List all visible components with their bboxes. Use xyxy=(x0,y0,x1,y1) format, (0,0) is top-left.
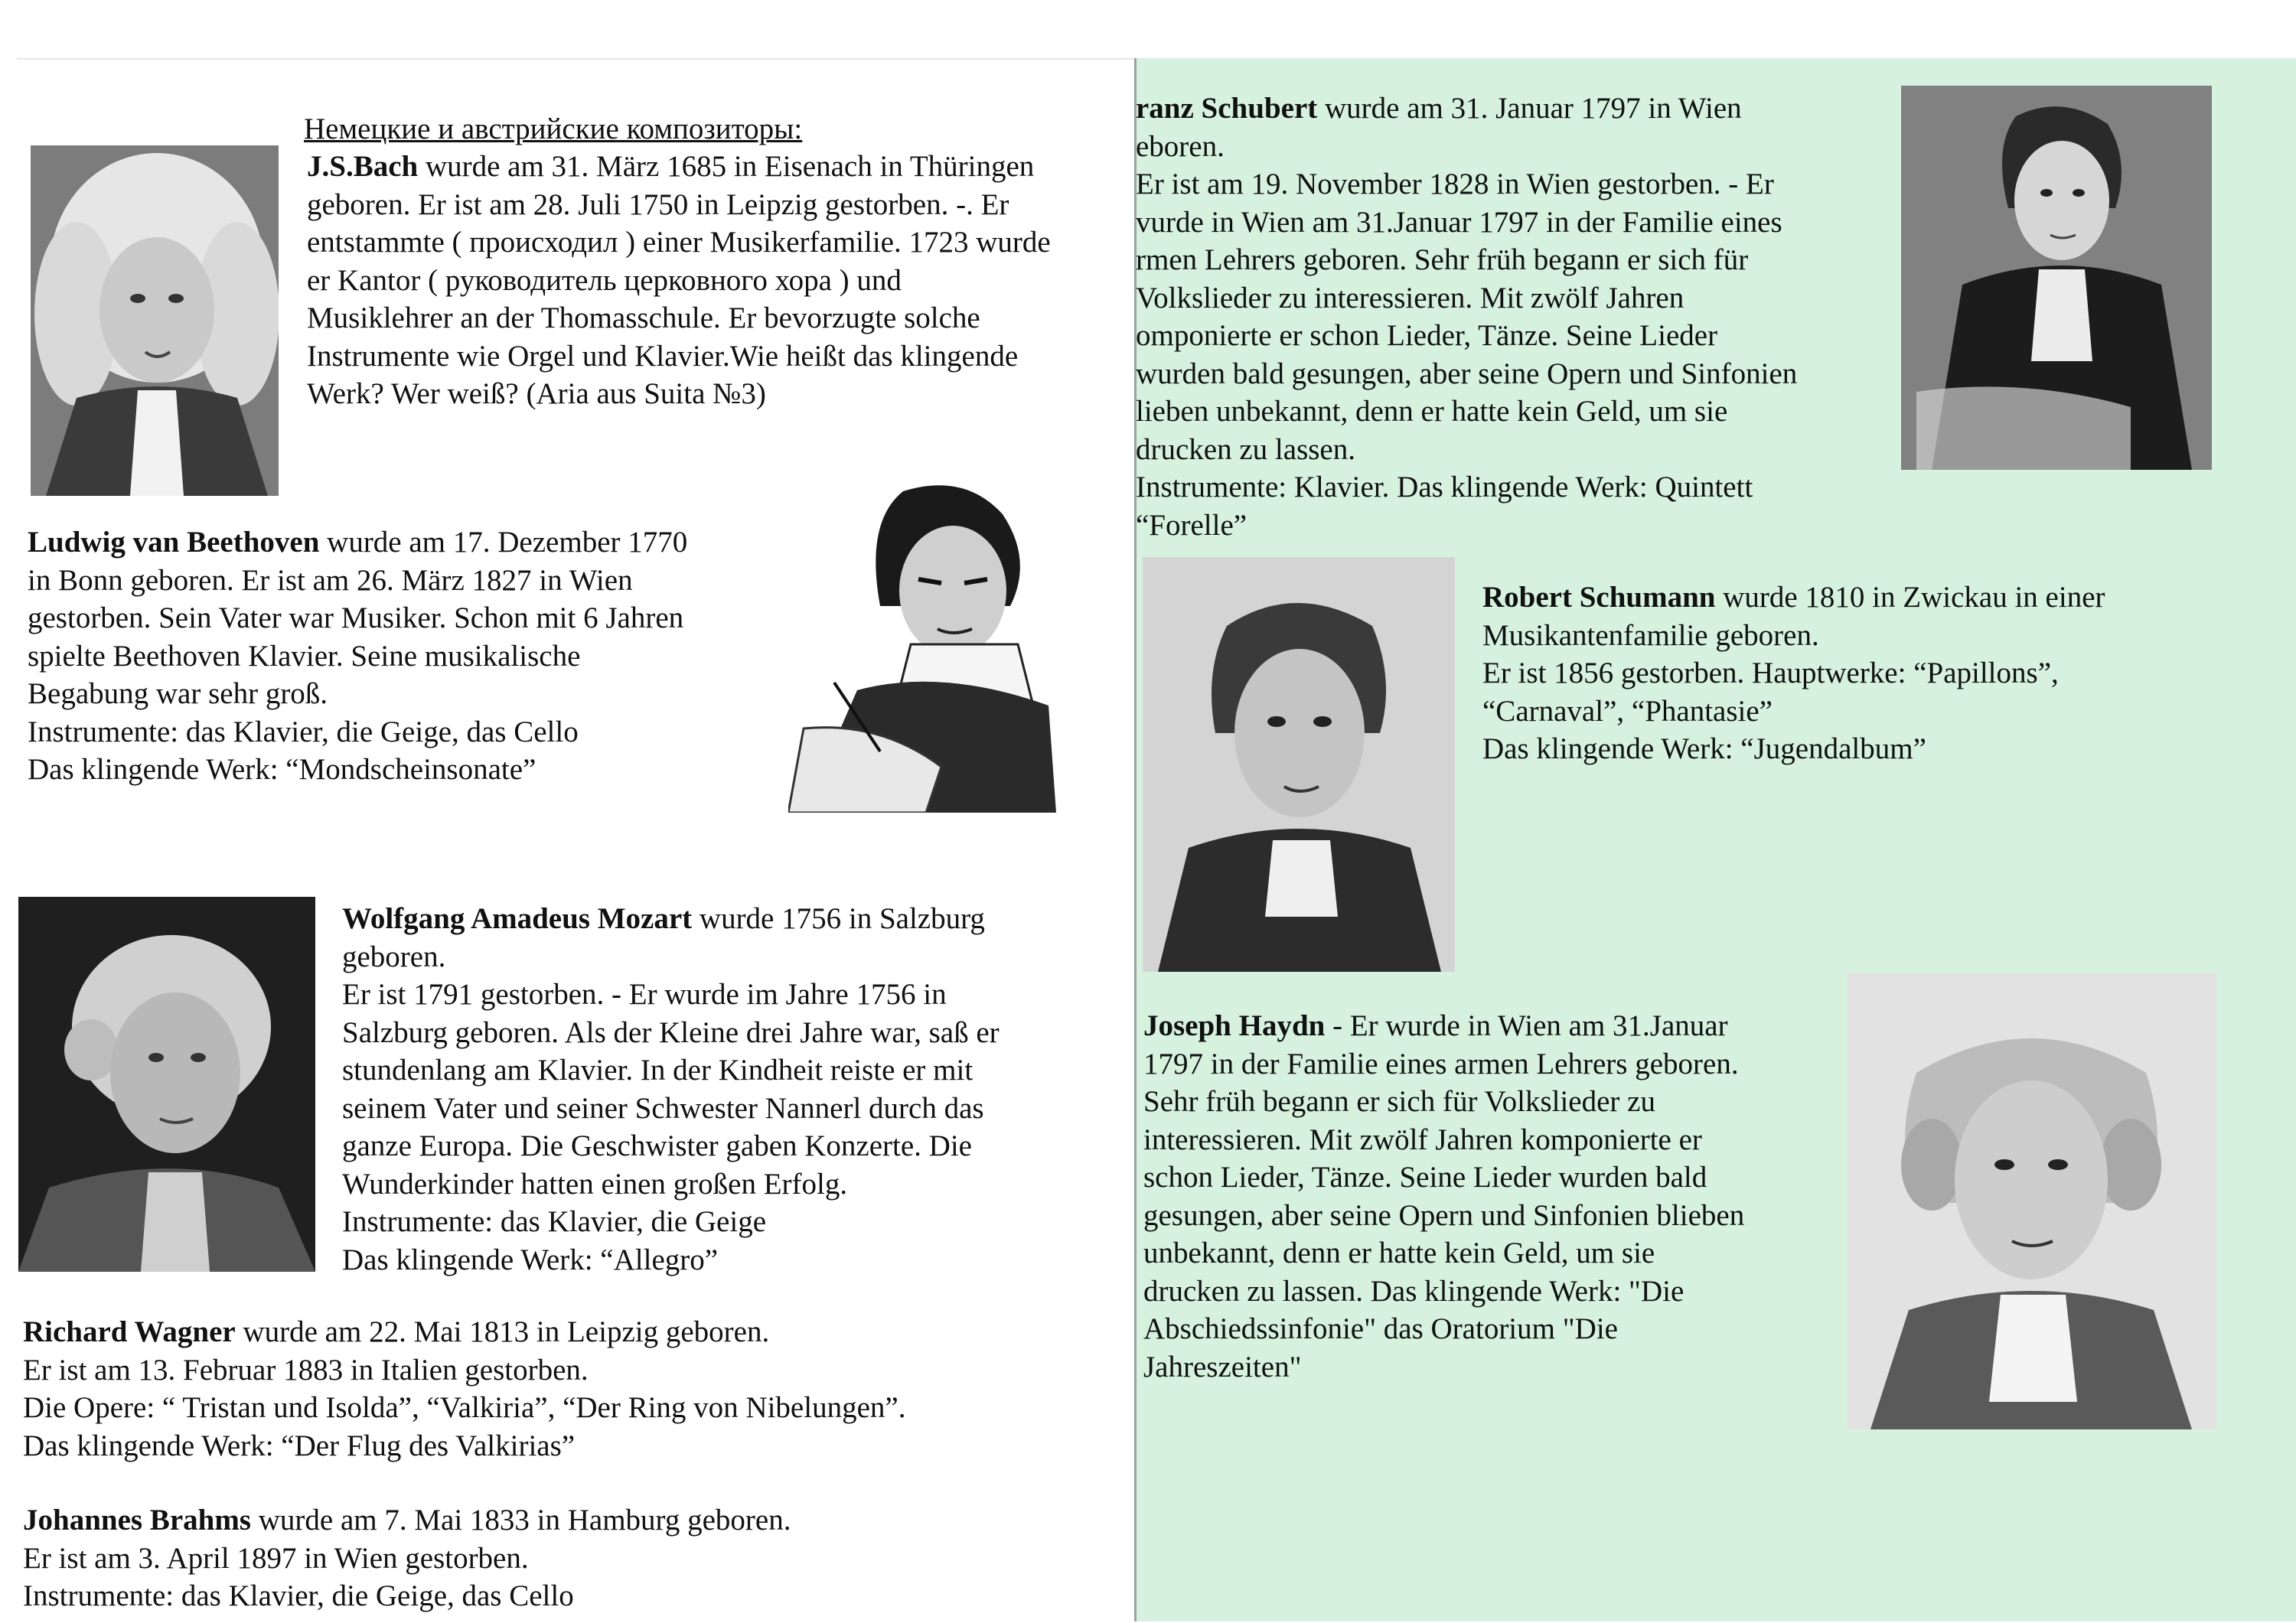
mozart-portrait xyxy=(18,897,315,1272)
beethoven-text: Ludwig van Beethoven wurde am 17. Dezember 1770 in Bonn geboren. Er ist am 26. März 1827 in Wien gestorben. Sein Vater war Musiker. Schon mit 6 Jahren spielte Beethoven Klavier. Seine musikalische Begabung war sehr groß. Instrumente: das Klavier, die Geige, das Cello Das klingende Werk: “Mondscheinsonate” xyxy=(28,526,688,786)
brahms-name: Johannes Brahms xyxy=(23,1504,251,1537)
schumann-portrait xyxy=(1143,557,1455,972)
wagner-text: Richard Wagner wurde am 22. Mai 1813 in Leipzig geboren. Er ist am 13. Februar 1883 in Italien gestorben. Die Opere: “ Tristan und Isolda”, “Valkiria”, “Der Ring von Nibelungen”. Das klingende Werk: “Der Flug des Valkirias” xyxy=(23,1315,906,1462)
composers-heading: Немецкие и австрийские композиторы: xyxy=(304,112,803,145)
mozart-text: Wolfgang Amadeus Mozart wurde 1756 in Salzburg geboren. Er ist 1791 gestorben. - Er wurde im Jahre 1756 in Salzburg geboren. Als der Kleine drei Jahre war, saß er stundenlang am Klavier. In der Kindheit reiste er mit seinem Vater und seiner Schwester Nannerl durch das ganze Europa. Die Geschwister gaben Konzerte. Die Wunderkinder hatten einen großen Erfolg. Instrumente: das Klavier, die Geige Das klingende Werk: “Allegro” xyxy=(342,902,1000,1276)
schubert-name: ranz Schubert xyxy=(1136,92,1318,125)
beethoven-portrait xyxy=(788,476,1064,813)
haydn-name: Joseph Haydn xyxy=(1143,1009,1326,1042)
bach-name: J.S.Bach xyxy=(307,150,419,183)
brahms-text: Johannes Brahms wurde am 7. Mai 1833 in Hamburg geboren. Er ist am 3. April 1897 in Wien gestorben. Instrumente: das Klavier, die Geige, das Cello xyxy=(23,1504,791,1612)
schubert-text: ranz Schubert wurde am 31. Januar 1797 in Wien eboren. Er ist am 19. November 1828 in Wien gestorben. - Er vurde in Wien am 31.Januar 1797 in der Familie eines rmen Lehrers geboren. Sehr früh begann er sich für Volkslieder zu interessieren. Mit zwölf Jahren omponierte er schon Lieder, Tänze. Seine Lieder wurden bald gesungen, aber seine Opern und Sinfonien lieben unbekannt, denn er hatte kein Geld, um sie drucken zu lassen. Instrumente: Klavier. Das klingende Werk: Quintett “Forelle” xyxy=(1136,92,1798,542)
haydn-text: Joseph Haydn - Er wurde in Wien am 31.Januar 1797 in der Familie eines armen Lehrers geboren. Sehr früh begann er sich für Volkslieder zu interessieren. Mit zwölf Jahren komponierte er schon Lieder, Tänze. Seine Lieder wurden bald gesungen, aber seine Opern und Sinfonien blieben unbekannt, denn er hatte kein Geld, um sie drucken zu lassen. Das klingende Werk: "Die Abschiedssinfonie" das Oratorium "Die Jahreszeiten" xyxy=(1143,1009,1745,1383)
bach-text: J.S.Bach wurde am 31. März 1685 in Eisenach in Thüringen geboren. Er ist am 28. Juli 1750 in Leipzig gestorben. -. Er entstammte ( происходил ) einer Musikerfamilie. 1723 wurde er Kantor ( руководитель церковного хора ) und Musiklehrer an der Thomasschule. Er bevorzugte solche Instrumente wie Orgel und Klavier.Wie heißt das klingende Werk? Wer weiß? (Aria aus Suita №3) xyxy=(307,150,1051,410)
schumann-text: Robert Schumann wurde 1810 in Zwickau in einer Musikantenfamilie geboren. Er ist 1856 gestorben. Hauptwerke: “Papillons”, “Carnaval”, “Phantasie” Das klingende Werk: “Jugendalbum” xyxy=(1482,581,2105,765)
schubert-portrait xyxy=(1901,86,2212,470)
schumann-name: Robert Schumann xyxy=(1482,581,1716,614)
haydn-portrait xyxy=(1848,973,2216,1429)
mozart-name: Wolfgang Amadeus Mozart xyxy=(342,902,693,935)
section-heading xyxy=(304,110,802,148)
wagner-name: Richard Wagner xyxy=(23,1315,236,1348)
beethoven-name: Ludwig van Beethoven xyxy=(28,526,320,559)
bach-portrait xyxy=(31,145,279,496)
